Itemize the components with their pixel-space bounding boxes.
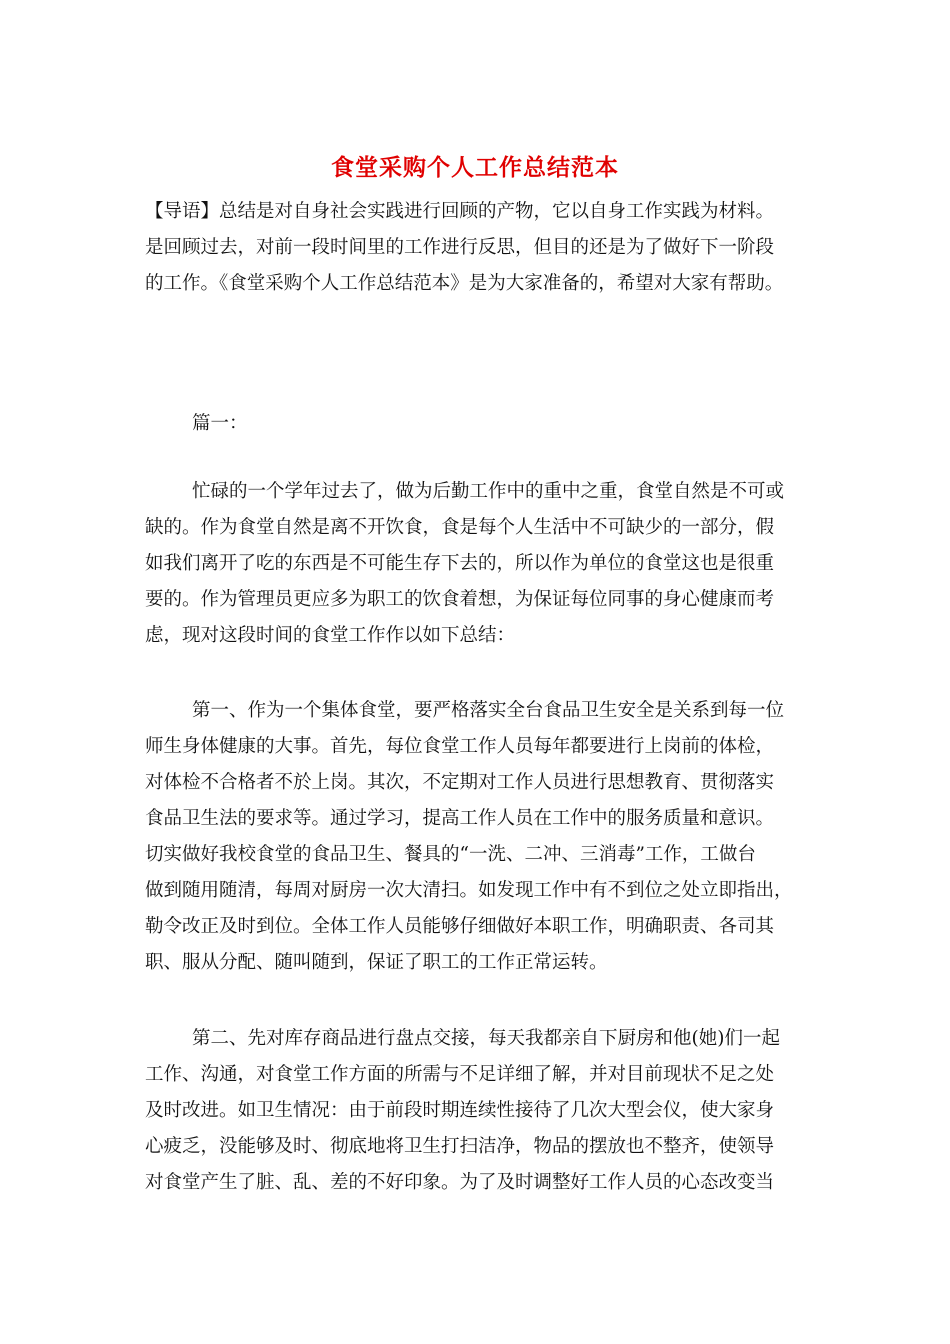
paragraph-line: 切实做好我校食堂的食品卫生、餐具的“一洗、二冲、三消毒”工作，工做台	[145, 844, 756, 865]
paragraph-line: 对食堂产生了脏、乱、差的不好印象。为了及时调整好工作人员的心态改变当	[145, 1172, 775, 1193]
paragraph-line: 心疲乏，没能够及时、彻底地将卫生打扫洁净，物品的摆放也不整齐，使领导	[145, 1136, 775, 1157]
paragraph-line: 第一、作为一个集体食堂，要严格落实全台食品卫生安全是关系到每一位	[192, 700, 785, 721]
paragraph-line: 缺的。作为食堂自然是离不开饮食，食是每个人生活中不可缺少的一部分，假	[145, 517, 775, 538]
paragraph-line: 食品卫生法的要求等。通过学习，提高工作人员在工作中的服务质量和意识。	[145, 808, 775, 829]
paragraph-2	[145, 693, 810, 981]
paragraph-line: 及时改进。如卫生情况：由于前段时期连续性接待了几次大型会仪，使大家身	[145, 1100, 775, 1121]
paragraph-line: 师生身体健康的大事。首先，每位食堂工作人员每年都要进行上岗前的体检，	[145, 736, 775, 757]
document-title: 食堂采购个人工作总结范本	[331, 154, 619, 181]
paragraph-line: 勒令改正及时到位。全体工作人员能够仔细做好本职工作，明确职责、各司其	[145, 916, 775, 937]
paragraph-line: 职、服从分配、随叫随到，保证了职工的工作正常运转。	[145, 952, 608, 973]
section-heading-block	[145, 406, 810, 442]
paragraph-line: 第二、先对库存商品进行盘点交接，每天我都亲自下厨房和他(她)们一起	[192, 1028, 780, 1049]
paragraph-line: 对体检不合格者不於上岗。其次，不定期对工作人员进行思想教育、贯彻落实	[145, 772, 775, 793]
intro-line: 是回顾过去，对前一段时间里的工作进行反思，但目的还是为了做好下一阶段	[145, 237, 775, 258]
intro-line: 的工作。《食堂采购个人工作总结范本》是为大家准备的，希望对大家有帮助。	[145, 273, 784, 294]
paragraph-3	[145, 1021, 810, 1201]
paragraph-line: 虑，现对这段时间的食堂工作作以如下总结：	[145, 625, 516, 646]
section-heading: 篇一：	[192, 413, 248, 434]
paragraph-line: 要的。作为管理员更应多为职工的饮食着想，为保证每位同事的身心健康而考	[145, 589, 775, 610]
paragraph-line: 做到随用随清，每周对厨房一次大清扫。如发现工作中有不到位之处立即指出，	[145, 880, 793, 901]
intro-paragraph	[145, 194, 810, 302]
paragraph-line: 忙碌的一个学年过去了，做为后勤工作中的重中之重，食堂自然是不可或	[192, 481, 785, 502]
paragraph-line: 工作、沟通，对食堂工作方面的所需与不足详细了解，并对目前现状不足之处	[145, 1064, 775, 1085]
intro-line: 【导语】总结是对自身社会实践进行回顾的产物，它以自身工作实践为材料。	[145, 201, 775, 222]
paragraph-1	[145, 474, 810, 654]
paragraph-line: 如我们离开了吃的东西是不可能生存下去的，所以作为单位的食堂这也是很重	[145, 553, 775, 574]
